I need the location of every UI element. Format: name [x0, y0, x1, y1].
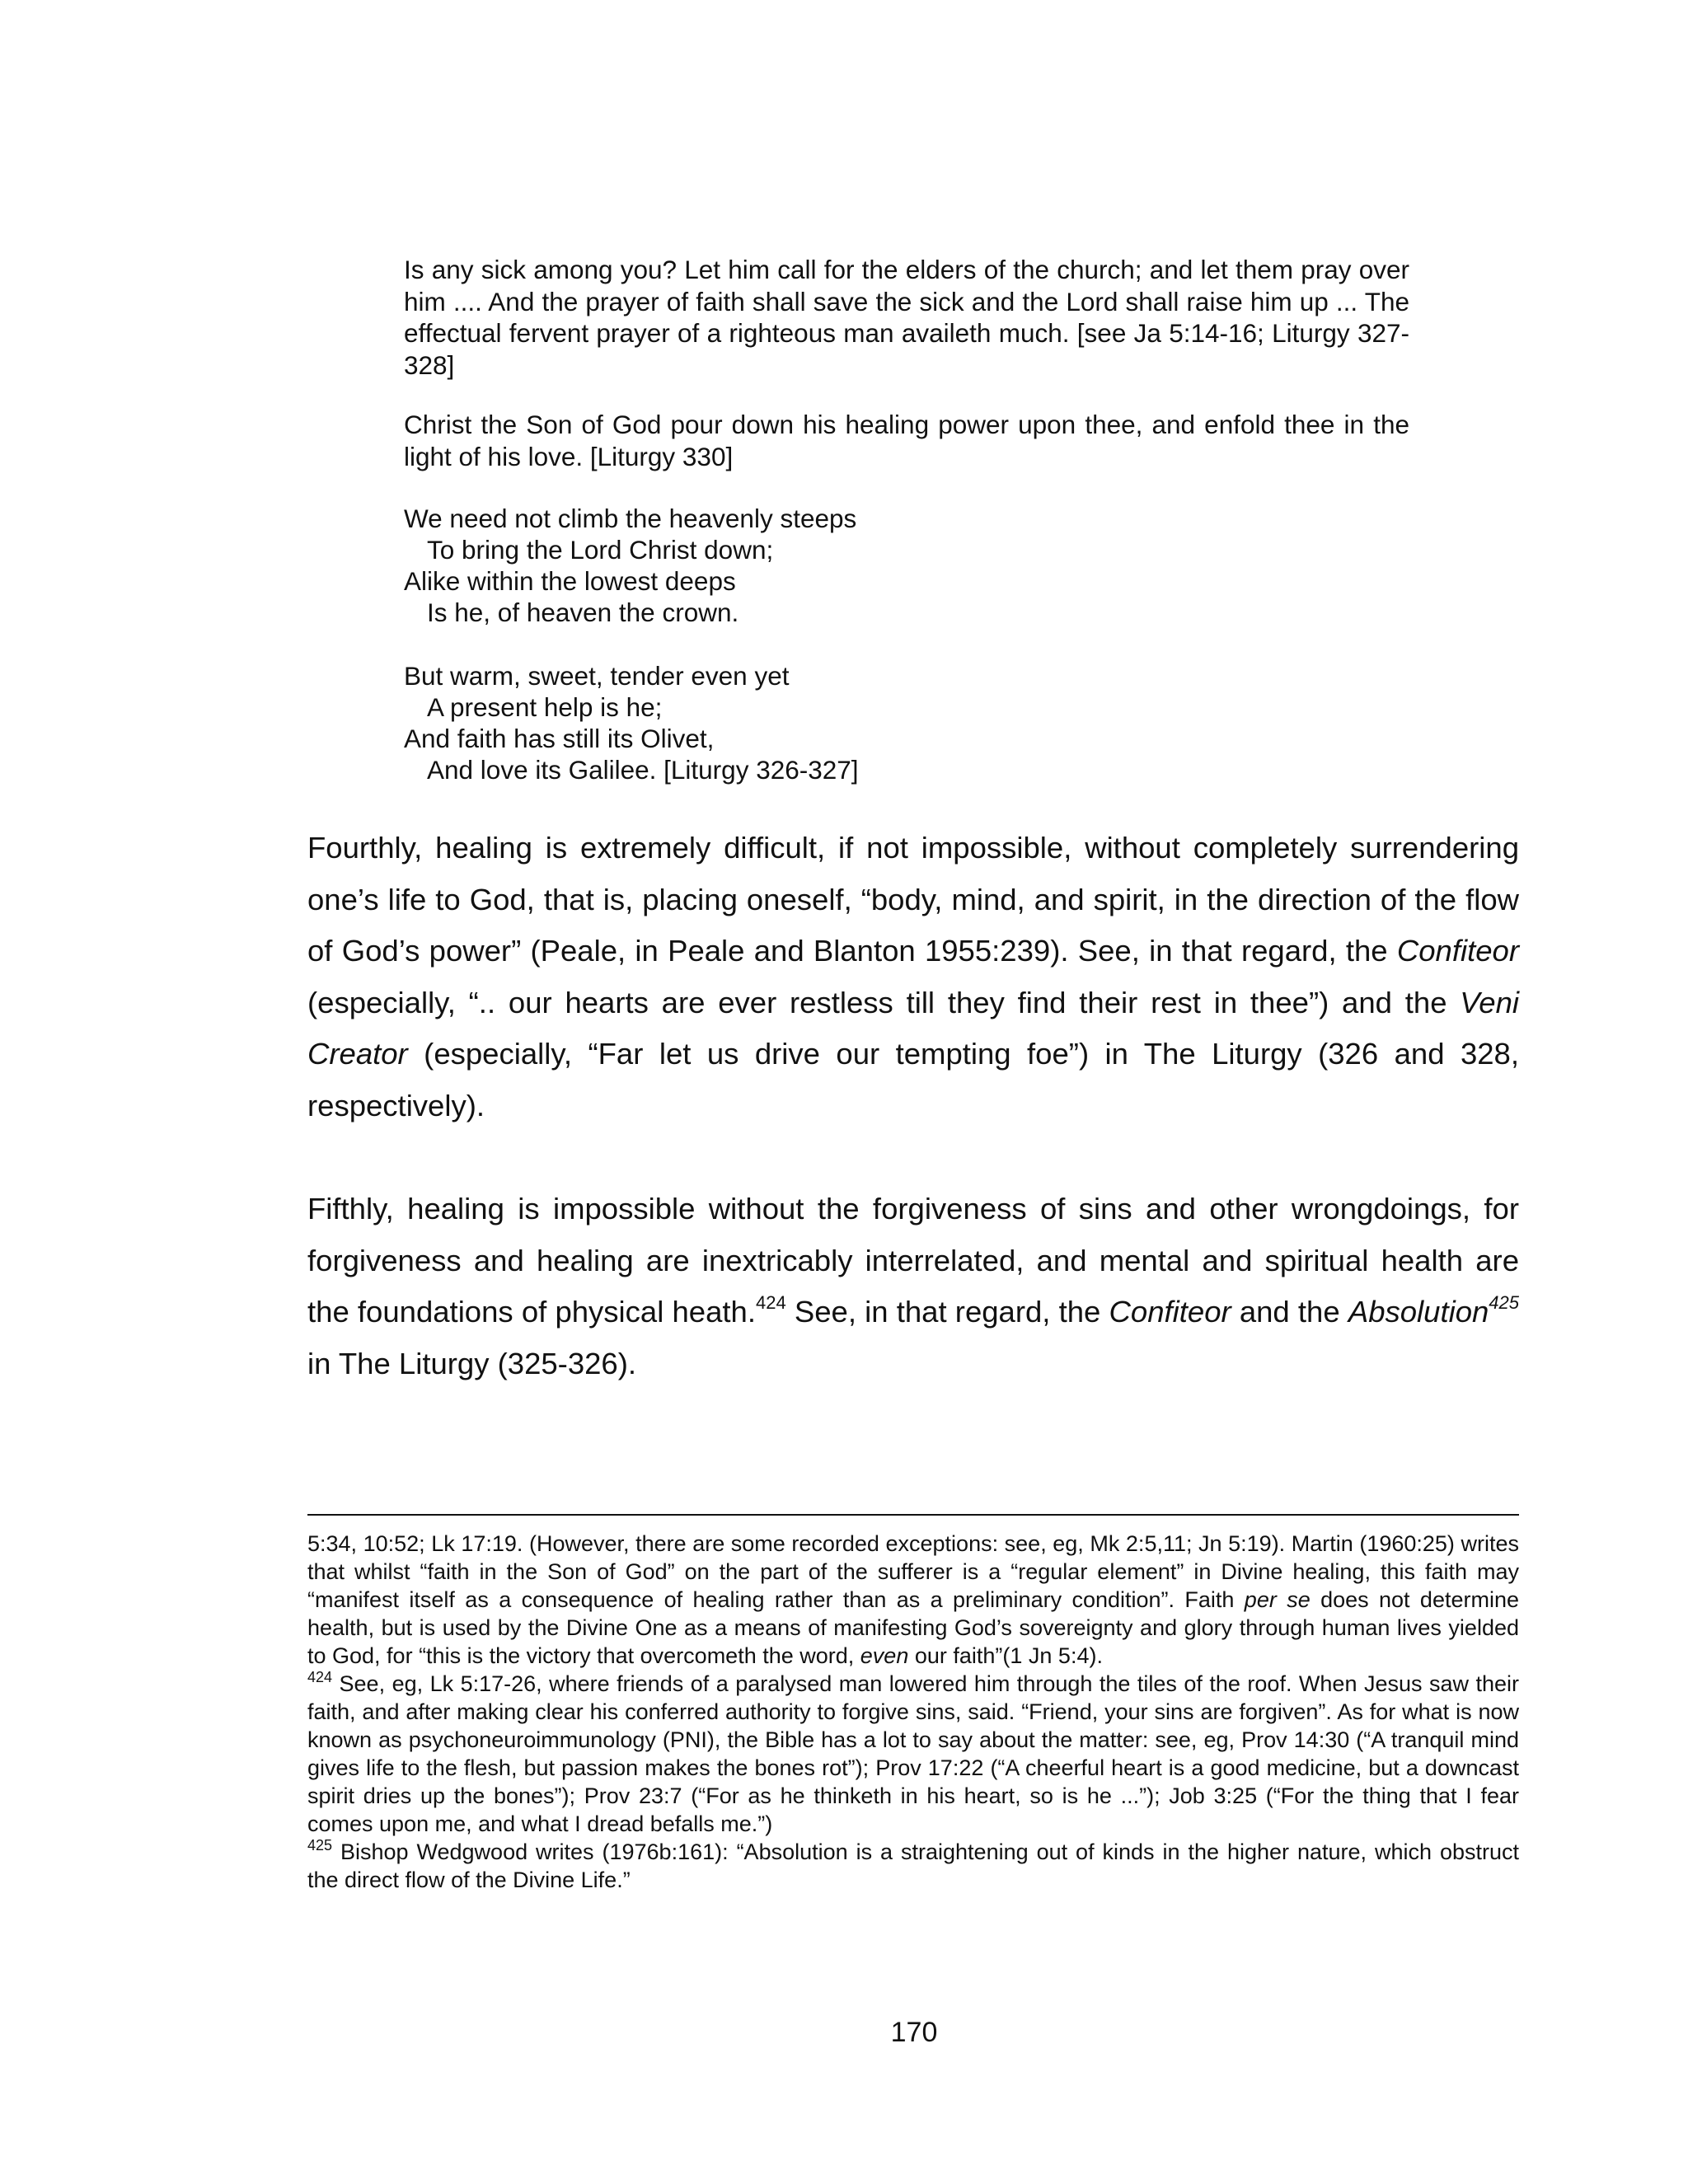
footnote-ref-number: 425 [1489, 1292, 1520, 1313]
italic-term: per se [1244, 1587, 1311, 1612]
italic-term: Absolution [1348, 1295, 1489, 1329]
text-run: Fifthly, healing is impossible without the forgiveness of sins and other wrongdoings, for forgiveness and healing are inextricably interrelated, and mental and spiritual health are the foundations of physical heath. [307, 1192, 1519, 1329]
page-number: 170 [890, 2017, 938, 2048]
footnote-ref-425[interactable] [1489, 1292, 1519, 1313]
footnote-text: Bishop Wedgwood writes (1976b:161): “Absolution is a straightening out of kinds in the higher nature, which obstruct the direct flow of the Divine Life.” [307, 1840, 1519, 1892]
poem-line: Is he, of heaven the crown. [427, 598, 739, 627]
footnote-number: 425 [307, 1837, 333, 1854]
footnote-continuation [307, 1530, 1519, 1670]
italic-term: Veni Creator [307, 985, 1519, 1071]
block-quote-james [404, 254, 1409, 381]
text-run: 5:34, 10:52; Lk 17:19. (However, there are some recorded exceptions: see, eg, Mk 2:5,11; Jn 5:19). Martin (1960:25) writes that whilst “faith in the Son of God” on the part of the sufferer is a “regular element” in Divine healing, this faith may “manifest itself as a consequence of healing rather than as a preliminary condition”. Faith [307, 1531, 1519, 1612]
quote-text: Christ the Son of God pour down his healing power upon thee, and enfold thee in the light of his love. [Liturgy 330] [404, 410, 1409, 471]
text-run: and the [1231, 1295, 1348, 1329]
italic-term: Confiteor [1396, 934, 1519, 968]
text-run: in The Liturgy (325-326). [307, 1346, 637, 1380]
italic-term: Confiteor [1109, 1295, 1231, 1329]
poem-stanza-2 [404, 660, 1409, 785]
block-quote-blessing [404, 409, 1409, 472]
text-run: (especially, “Far let us drive our tempting foe”) in The Liturgy (326 and 328, respectively). [307, 1037, 1519, 1122]
poem-line: And faith has still its Olivet, [404, 724, 715, 753]
footnote-425 [307, 1838, 1519, 1894]
poem-line: And love its Galilee. [Liturgy 326-327] [427, 755, 859, 785]
footnotes [307, 1530, 1519, 1894]
poem-line: To bring the Lord Christ down; [427, 535, 774, 565]
footnote-divider [307, 1514, 1519, 1516]
poem-line: We need not climb the heavenly steeps [404, 504, 857, 533]
text-run: (especially, “.. our hearts are ever restless till they find their rest in thee”) and the [307, 985, 1461, 1019]
footnote-ref-424[interactable]: 424 [755, 1292, 786, 1313]
paragraph-fourthly [307, 823, 1519, 1132]
footnote-number: 424 [307, 1669, 333, 1685]
quote-text: Is any sick among you? Let him call for the elders of the church; and let them pray over him .... And the prayer of faith shall save the sick and the Lord shall raise him up ... The effectual fervent prayer of a righteous man availeth much. [see Ja 5:14-16; Liturgy 327-328] [404, 255, 1409, 380]
text-run: See, in that regard, the [785, 1295, 1109, 1329]
poem-line: A present help is he; [427, 692, 663, 722]
text-run: does not determine health, but is used by the Divine One as a means of manifesting God’s sovereignty and glory through human lives yielded to God, for “this is the victory that overcometh the word, [307, 1587, 1519, 1668]
text-run: Fourthly, healing is extremely difficult, if not impossible, without completely surrendering one’s life to God, that is, placing oneself, “body, mind, and spirit, in the direction of the flow of God’s power” (Peale, in Peale and Blanton 1955:239). See, in that regard, the [307, 831, 1519, 968]
italic-term: even [860, 1643, 909, 1668]
paragraph-fifthly [307, 1183, 1519, 1390]
poem-line: But warm, sweet, tender even yet [404, 661, 790, 691]
poem-stanza-1 [404, 503, 1409, 628]
footnote-text: See, eg, Lk 5:17-26, where friends of a paralysed man lowered him through the tiles of the roof. When Jesus saw their faith, and after making clear his conferred authority to forgive sins, said. “Friend, your sins are forgiven”. As for what is now known as psychoneuroimmunology (PNI), the Bible has a lot to say about the matter: see, eg, Prov 14:30 (“A tranquil mind gives life to the flesh, but passion makes the bones rot”); Prov 17:22 (“A cheerful heart is a good medicine, but a downcast spirit dries up the bones”); Prov 23:7 (“For as he thinketh in his heart, so is he ...”); Job 3:25 (“For the thing that I fear comes upon me, and what I dread befalls me.”) [307, 1671, 1519, 1836]
text-run: our faith”(1 Jn 5:4). [908, 1643, 1103, 1668]
footnote-424 [307, 1670, 1519, 1838]
poem-line: Alike within the lowest deeps [404, 566, 736, 596]
